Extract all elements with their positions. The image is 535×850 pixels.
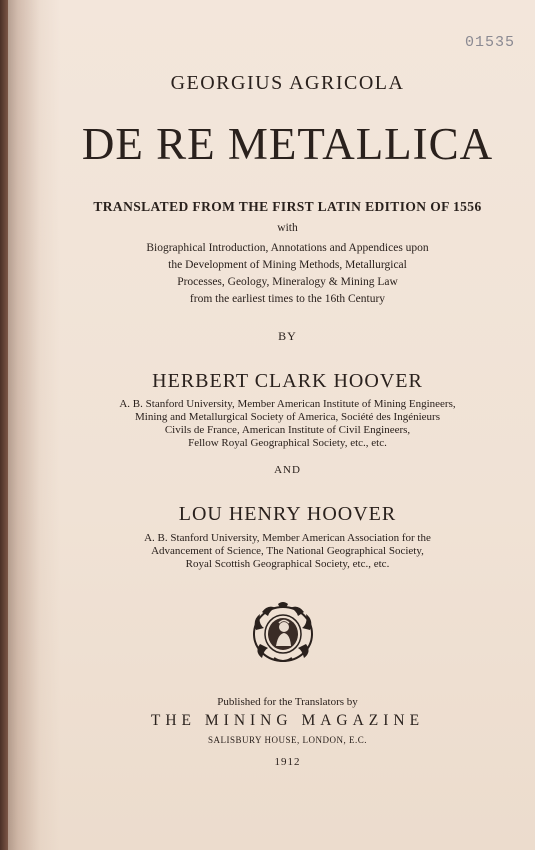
translator-name-1: HERBERT CLARK HOOVER [152, 370, 423, 392]
description-line: from the earliest times to the 16th Century [189, 293, 386, 305]
publication-year: 1912 [274, 756, 301, 768]
printers-mark-seal-icon [250, 600, 316, 666]
book-title: DE RE METALLICA [81, 119, 494, 169]
description-line: Processes, Geology, Mineralogy & Mining Law [177, 276, 398, 288]
published-for-line: Published for the Translators by [217, 696, 358, 708]
translation-note: TRANSLATED FROM THE FIRST LATIN EDITION OF 1556 [93, 199, 482, 214]
credential-line: Advancement of Science, The National Geographical Society, [151, 545, 424, 557]
author-name: GEORGIUS AGRICOLA [170, 72, 405, 94]
translator-credentials-2 [40, 532, 535, 571]
library-stamp-number: 01535 [464, 34, 515, 51]
credential-line: Fellow Royal Geographical Society, etc., etc. [188, 437, 387, 449]
description-line: Biographical Introduction, Annotations and Appendices upon [146, 242, 429, 254]
publisher-name: THE MINING MAGAZINE [150, 712, 425, 729]
credential-line: Civils de France, American Institute of Civil Engineers, [164, 424, 411, 436]
translator-name-2: LOU HENRY HOOVER [178, 503, 397, 525]
by-label: BY [278, 329, 297, 343]
with-label: with [277, 222, 298, 234]
publisher-address: SALISBURY HOUSE, LONDON, E.C. [208, 735, 367, 745]
contents-description [40, 240, 535, 308]
credential-line: A. B. Stanford University, Member American Institute of Mining Engineers, [119, 398, 456, 410]
credential-line: Royal Scottish Geographical Society, etc., etc. [185, 558, 390, 570]
credential-line: Mining and Metallurgical Society of America, Société des Ingénieurs [135, 411, 440, 423]
credential-line: A. B. Stanford University, Member American Association for the [144, 532, 431, 544]
book-binding-edge [0, 0, 8, 850]
and-label: AND [274, 464, 301, 476]
description-line: the Development of Mining Methods, Metallurgical [168, 259, 407, 271]
translator-credentials-1 [40, 398, 535, 450]
